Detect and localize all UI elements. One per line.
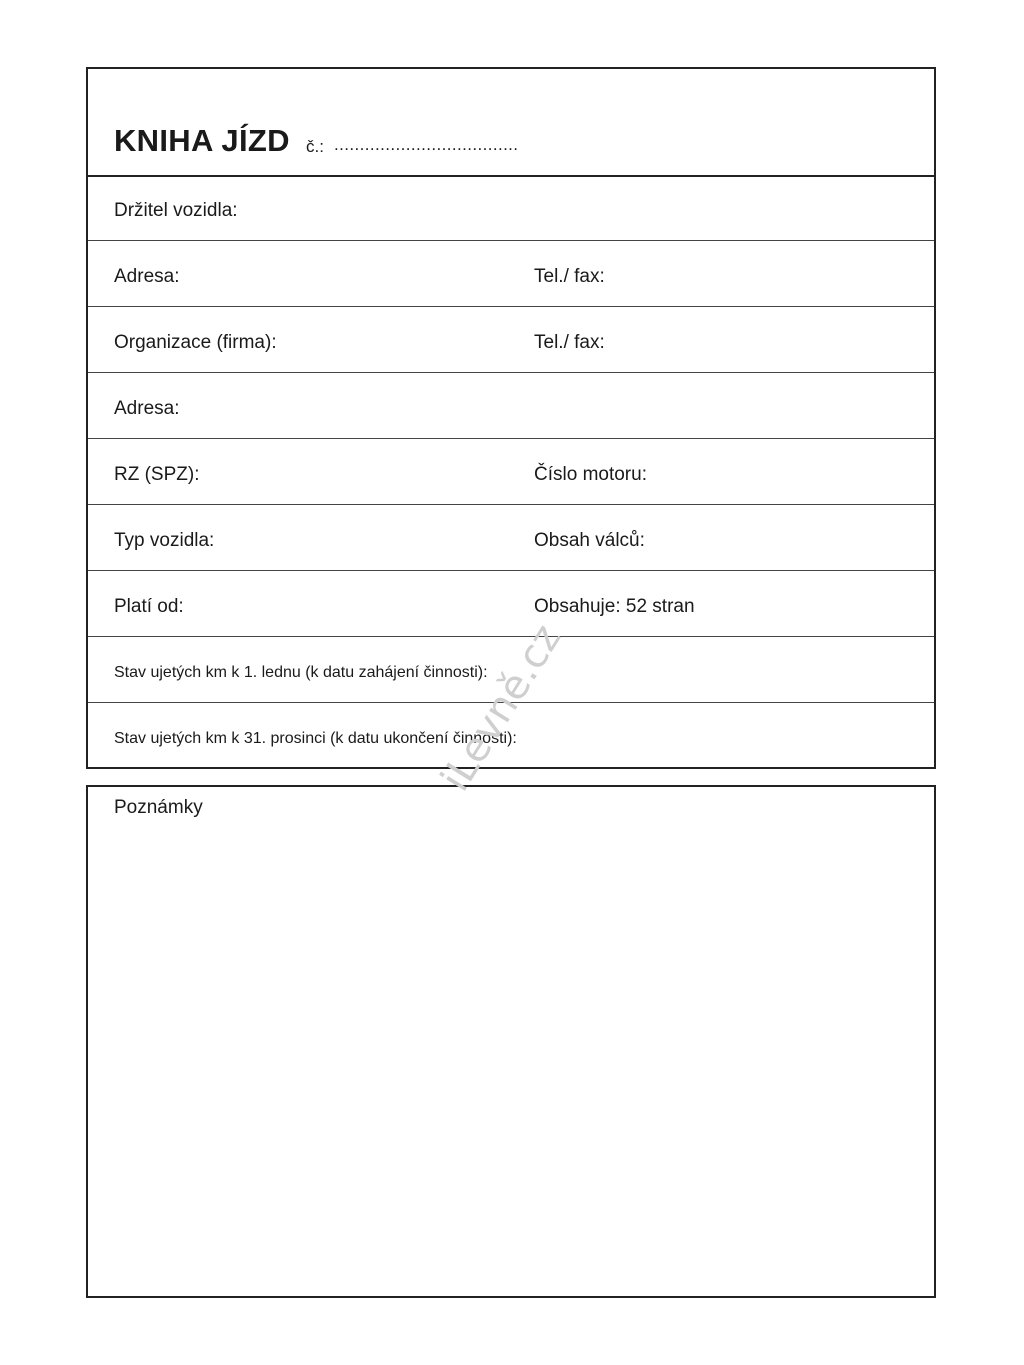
- vehicle-type-label: Typ vozidla:: [114, 530, 215, 551]
- logbook-form: [86, 67, 936, 769]
- organization-phone-label: Tel./ fax:: [534, 332, 605, 353]
- holder-address-label: Adresa:: [114, 266, 180, 287]
- row-vehicle-type: [88, 505, 934, 571]
- number-field[interactable]: ....................................: [334, 135, 519, 154]
- holder-phone-label: Tel./ fax:: [534, 266, 605, 287]
- notes-box: [86, 785, 936, 1298]
- row-holder-address: [88, 241, 934, 307]
- row-valid-from: [88, 571, 934, 637]
- displacement-label: Obsah válců:: [534, 530, 645, 551]
- form-title: KNIHA JÍZD: [114, 123, 290, 158]
- number-label: č.:: [306, 137, 324, 156]
- row-organization: [88, 307, 934, 373]
- registration-label: RZ (SPZ):: [114, 464, 200, 485]
- watermark: iLevně.cz: [432, 616, 571, 800]
- row-km-start: [88, 637, 934, 703]
- row-registration: [88, 439, 934, 505]
- row-organization-address: [88, 373, 934, 439]
- row-km-end: [88, 703, 934, 769]
- organization-label: Organizace (firma):: [114, 332, 277, 353]
- organization-address-label: Adresa:: [114, 398, 180, 419]
- row-holder: [88, 175, 934, 241]
- km-end-label: Stav ujetých km k 31. prosinci (k datu ukončení činnosti):: [114, 730, 517, 747]
- km-start-label: Stav ujetých km k 1. lednu (k datu zahájení činnosti):: [114, 664, 488, 681]
- engine-number-label: Číslo motoru:: [534, 464, 647, 485]
- holder-label: Držitel vozidla:: [114, 200, 238, 221]
- notes-label: Poznámky: [114, 797, 203, 818]
- title-row: [88, 69, 934, 177]
- valid-from-label: Platí od:: [114, 596, 184, 617]
- page-count-label: Obsahuje: 52 stran: [534, 596, 695, 617]
